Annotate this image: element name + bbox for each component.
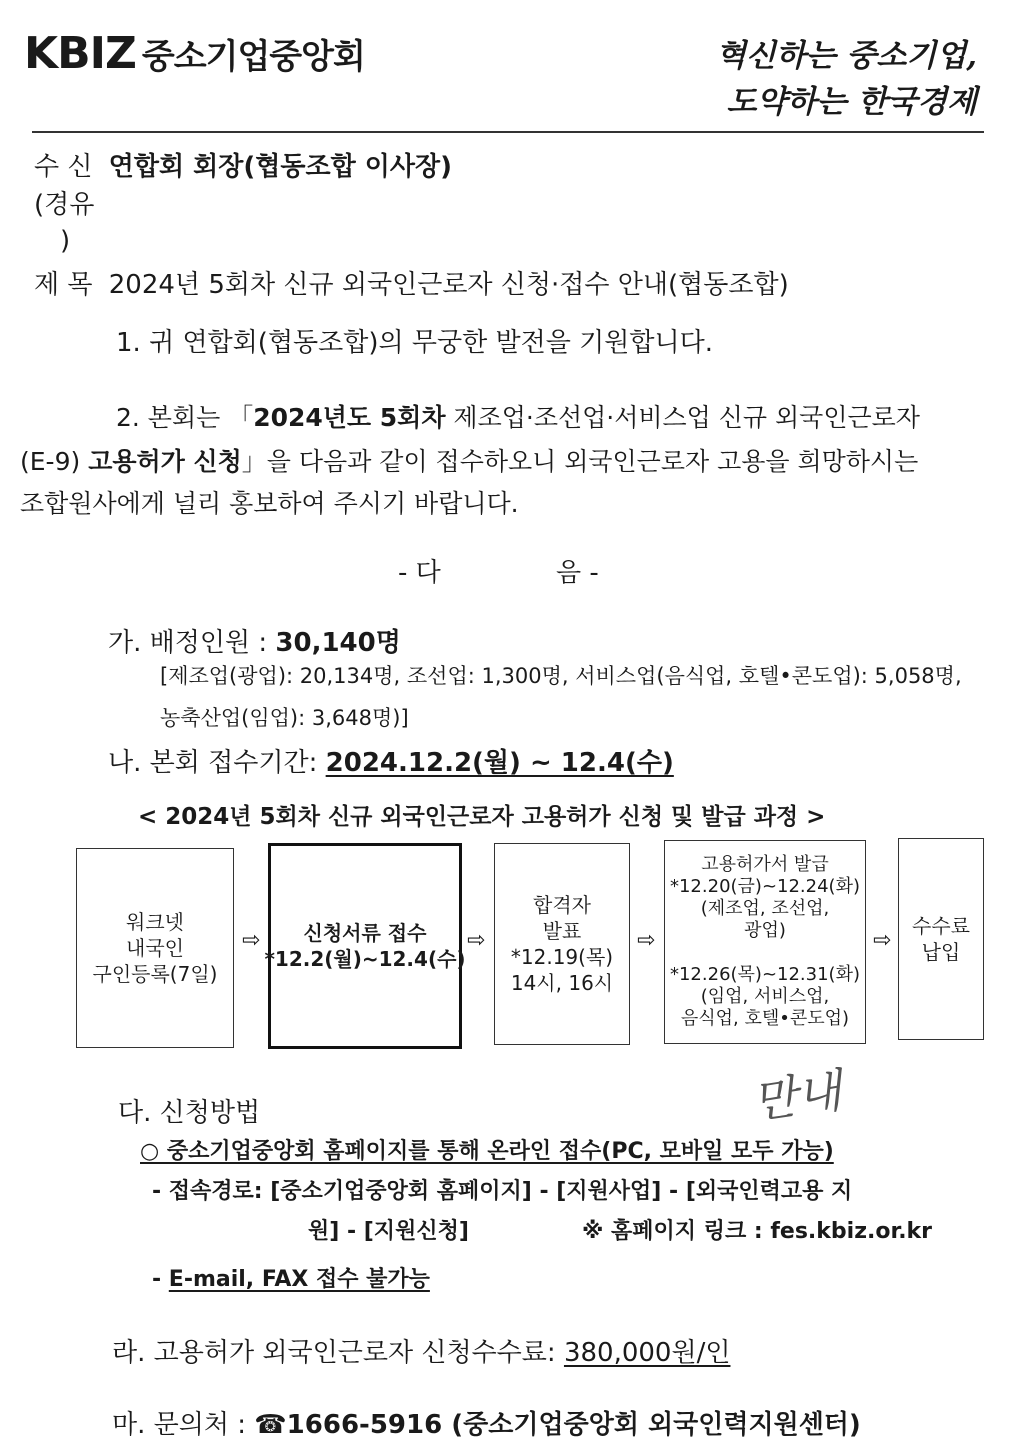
- flow-step-issue: 고용허가서 발급 *12.20(금)~12.24(화) (제조업, 조선업, 광업) *12.26(목)~12.31(화) (임업, 서비스업, 음식업, 호텔•콘도업): [664, 840, 866, 1044]
- da-path-line1: - 접속경로: [중소기업중앙회 홈페이지] - [지원사업] - [외국인력고용 지: [152, 1179, 853, 1204]
- section-ga: [108, 622, 401, 659]
- ra-value: 380,000원/인: [563, 1338, 731, 1368]
- ma-label: 마. 문의처 :: [112, 1410, 255, 1440]
- da-no-email-row: [152, 1262, 430, 1293]
- section-ma: [112, 1404, 861, 1441]
- flow-step-submit: 신청서류 접수 *12.2(월)~12.4(수): [268, 843, 462, 1049]
- da-homepage-link: ※ 홈페이지 링크 : fes.kbiz.or.kr: [582, 1219, 933, 1244]
- flow-arrow-icon: ⇨: [873, 928, 892, 953]
- paragraph-2-line2: [20, 442, 918, 478]
- paragraph-2-line1: [116, 398, 920, 434]
- p2-text-a: 2. 본회는 「: [116, 403, 254, 432]
- slogan-line1: 혁신하는 중소기업,: [715, 38, 977, 74]
- flow-arrow-icon: ⇨: [242, 928, 261, 953]
- handwritten-signature: 만내: [749, 1063, 845, 1129]
- section-da: 다. 신청방법: [118, 1098, 261, 1128]
- paragraph-1: 1. 귀 연합회(협동조합)의 무궁한 발전을 기원합니다.: [116, 328, 714, 358]
- subject-row: [34, 264, 789, 301]
- ga-detail-line2: 농축산업(임업): 3,648명)]: [160, 706, 409, 730]
- via-close: ): [60, 226, 71, 256]
- slogan-line2: 도약하는 한국경제: [726, 84, 977, 120]
- paragraph-2-line3: 조합원사에게 널리 홍보하여 주시기 바랍니다.: [20, 489, 519, 518]
- subject-label: 제 목: [34, 270, 93, 300]
- ga-detail-line1: [제조업(광업): 20,134명, 조선업: 1,300명, 서비스업(음식업, 호텔•콘도업): 5,058명,: [160, 664, 962, 688]
- process-title: < 2024년 5회차 신규 외국인근로자 고용허가 신청 및 발급 과정 >: [138, 804, 826, 830]
- flow-arrow-icon: ⇨: [467, 928, 486, 953]
- recipient-row: [34, 146, 452, 183]
- ga-label: 가. 배정인원 :: [108, 628, 276, 658]
- logo-org: 중소기업중앙회: [141, 37, 365, 77]
- flow-arrow-icon: ⇨: [637, 928, 656, 953]
- dash: -: [152, 1267, 169, 1292]
- flow-step-fee: 수수료 납입: [898, 838, 984, 1040]
- via-label: (경유: [34, 190, 95, 220]
- section-na: [108, 742, 674, 779]
- na-label: 나. 본회 접수기간:: [108, 748, 326, 778]
- p2-bold-permit: 고용허가 신청: [88, 447, 242, 476]
- subject: 2024년 5회차 신규 외국인근로자 신청·접수 안내(협동조합): [108, 270, 789, 300]
- na-value: 2024.12.2(월) ~ 12.4(수): [325, 748, 674, 778]
- p2-text-e9: (E-9): [20, 447, 89, 476]
- kbiz-logo: [24, 28, 365, 79]
- section-ra: [112, 1332, 730, 1369]
- header-divider: [32, 131, 984, 133]
- flow-step-worknet: 워크넷 내국인 구인등록(7일): [76, 848, 234, 1048]
- ra-label: 라. 고용허가 외국인근로자 신청수수료:: [112, 1338, 564, 1368]
- da-eum-left: - 다: [398, 558, 441, 588]
- flow-step-announce: 합격자 발표 *12.19(목) 14시, 16시: [494, 843, 630, 1045]
- da-online: ○ 중소기업중앙회 홈페이지를 통해 온라인 접수(PC, 모바일 모두 가능): [140, 1139, 834, 1164]
- p2-text-c: 제조업·조선업·서비스업 신규 외국인근로자: [445, 403, 920, 432]
- da-no-email: E-mail, FAX 접수 불가능: [168, 1267, 430, 1292]
- p2-bold-year: 2024년도 5회차: [253, 403, 446, 432]
- da-eum-right: 음 -: [556, 558, 599, 588]
- ga-value: 30,140명: [275, 628, 401, 658]
- logo-brand: KBIZ: [24, 28, 136, 79]
- p2-text-rest: 」을 다음과 같이 접수하오니 외국인근로자 고용을 희망하시는: [241, 447, 919, 476]
- da-path-line2: 원] - [지원신청]: [308, 1219, 469, 1244]
- recipient: 연합회 회장(협동조합 이사장): [108, 152, 453, 182]
- recipient-label: 수 신: [34, 152, 93, 182]
- ma-value: ☎1666-5916 (중소기업중앙회 외국인력지원센터): [254, 1410, 861, 1440]
